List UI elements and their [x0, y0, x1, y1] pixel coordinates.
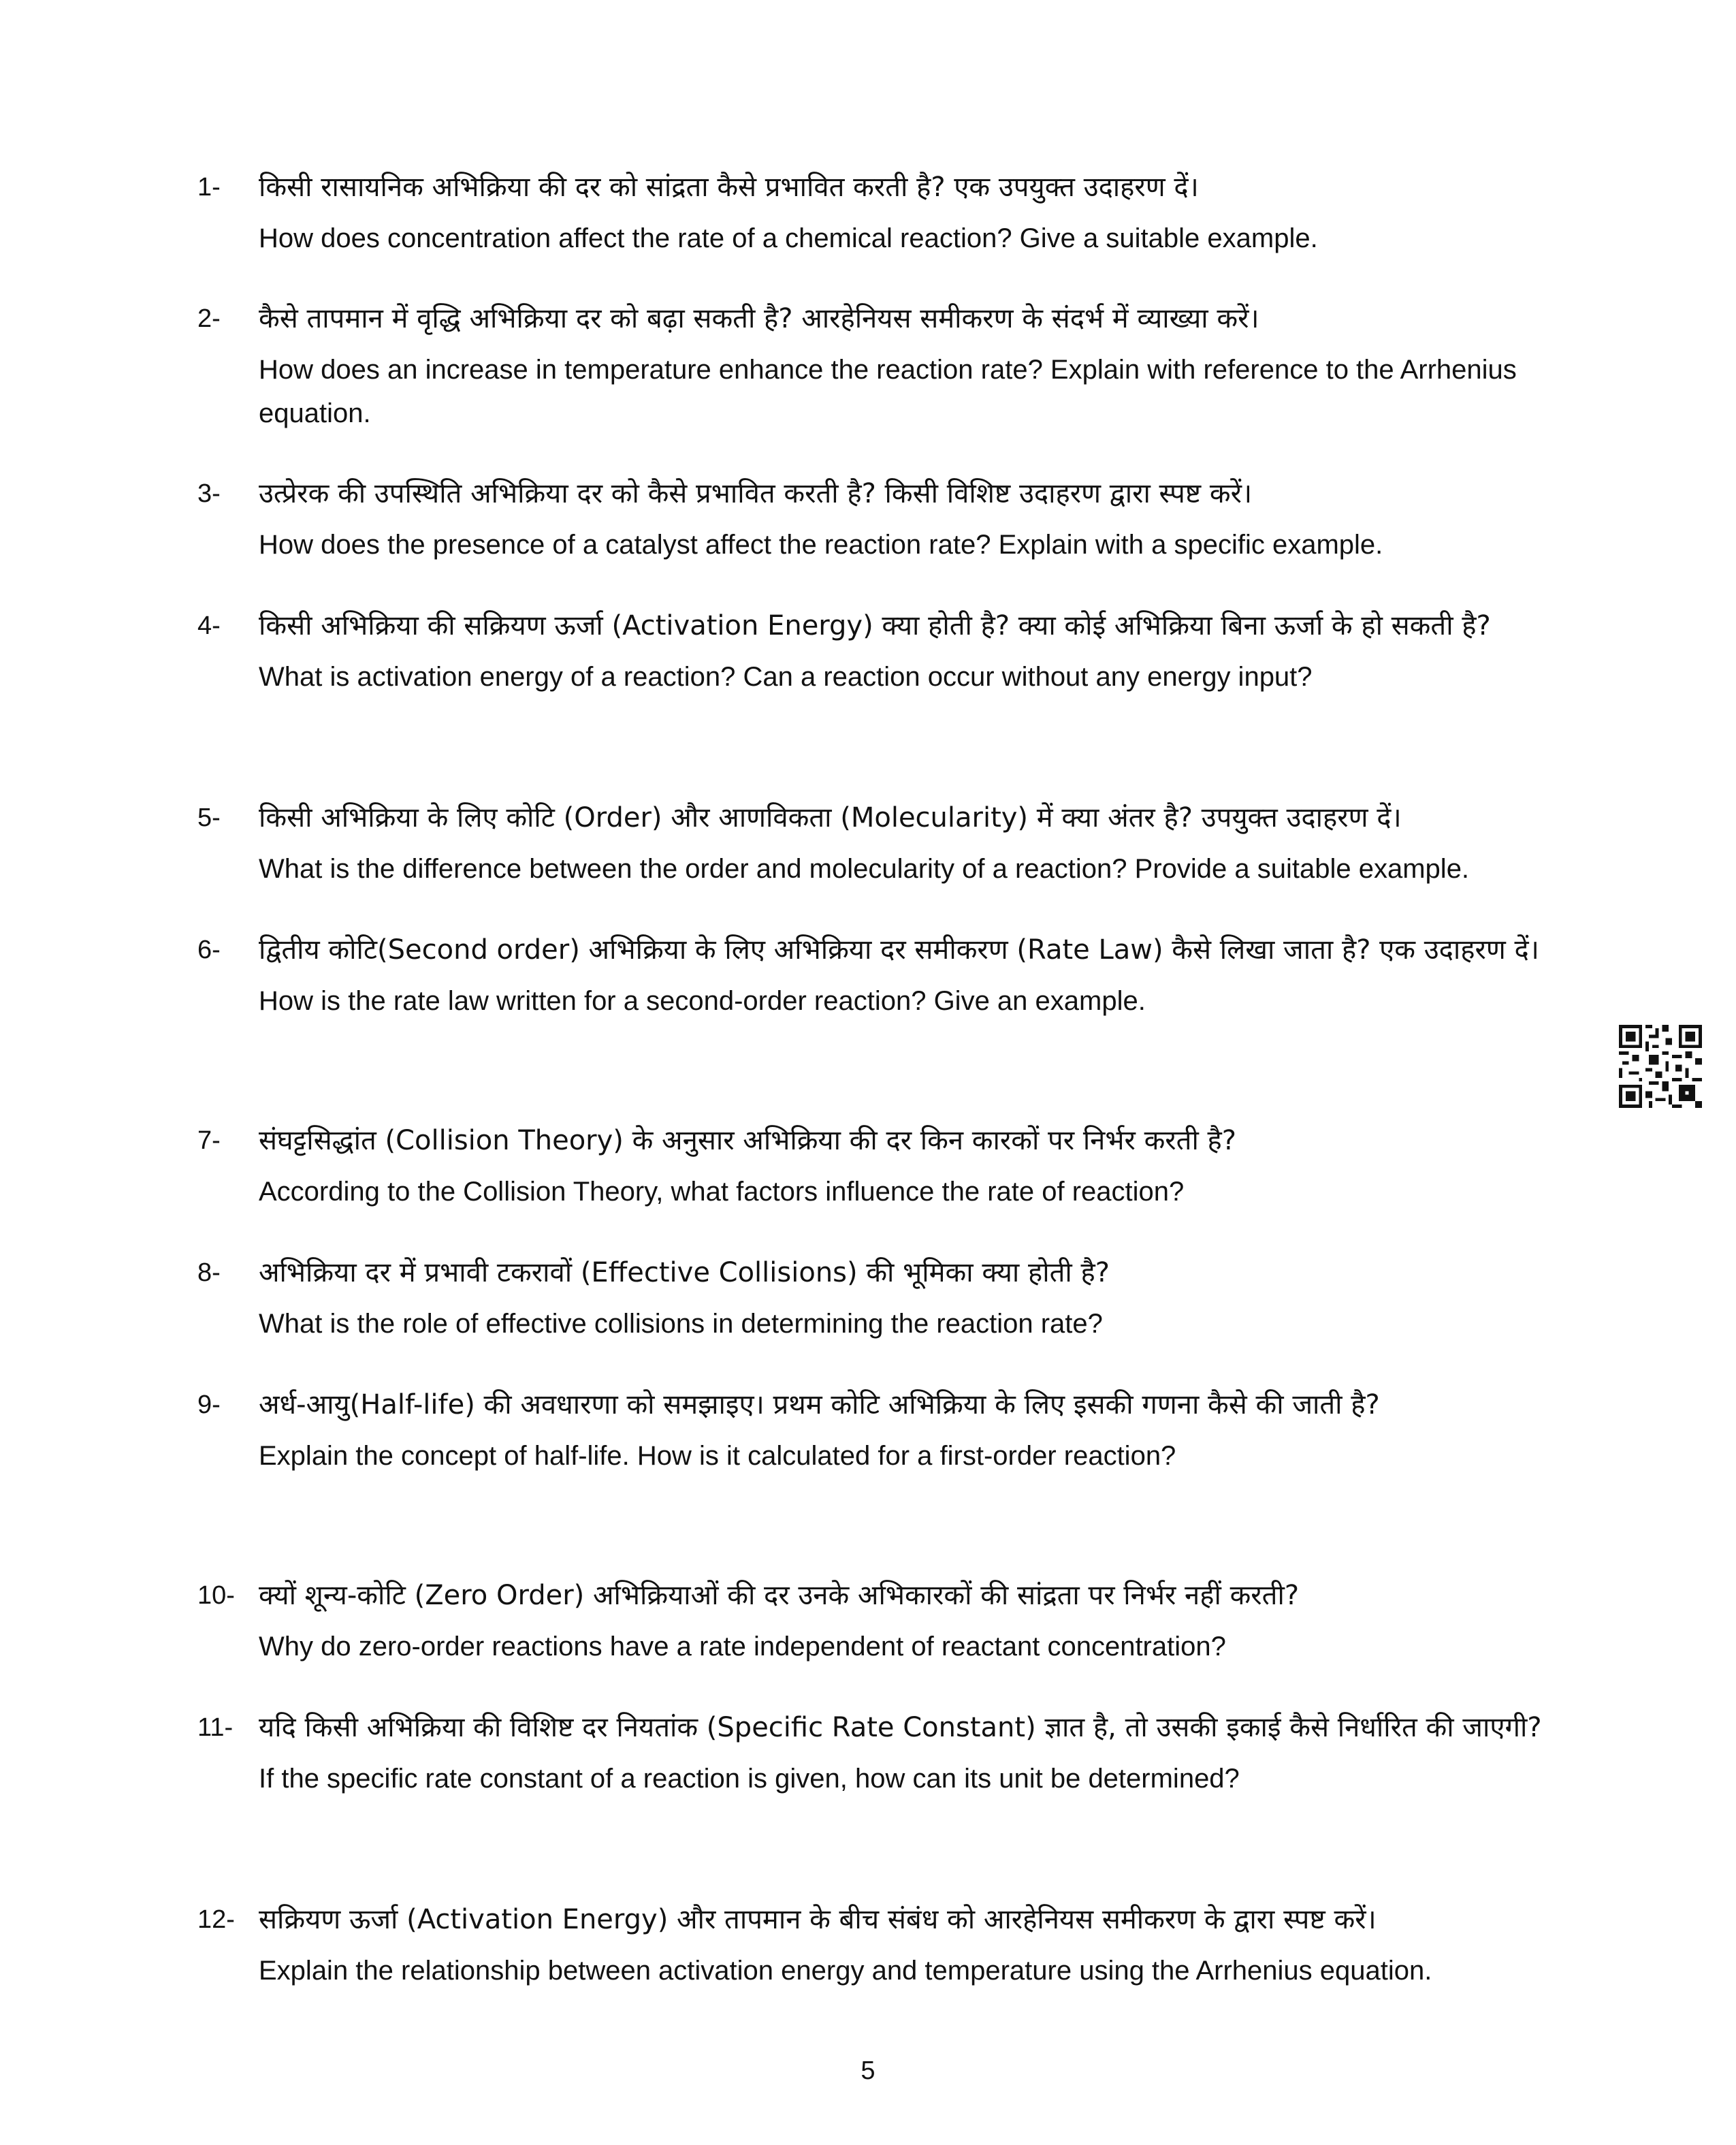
question-number: 10- — [197, 1581, 235, 1610]
question-english: Explain the relationship between activation energy and temperature using the Arrhenius equation. — [259, 1956, 1432, 1986]
question-number: 11- — [197, 1713, 234, 1742]
question-english: What is the role of effective collisions in determining the reaction rate? — [259, 1309, 1103, 1339]
question-hindi: उत्प्रेरक की उपस्थिति अभिक्रिया दर को कैसे प्रभावित करती है? किसी विशिष्ट उदाहरण द्वारा स्पष्ट करें। — [259, 478, 1253, 509]
question-9 — [197, 1376, 1566, 1478]
question-12 — [197, 1890, 1566, 1992]
question-7 — [197, 1111, 1566, 1213]
question-english: How does an increase in temperature enhance the reaction rate? Explain with reference to the Arrhenius equation. — [259, 355, 1517, 428]
question-number: 5- — [197, 804, 221, 832]
question-hindi: किसी अभिक्रिया की सक्रियण ऊर्जा (Activation Energy) क्या होती है? क्या कोई अभिक्रिया बिना ऊर्जा के हो सकती है? — [259, 610, 1491, 641]
question-2 — [197, 289, 1566, 435]
question-hindi: किसी रासायनिक अभिक्रिया की दर को सांद्रता कैसे प्रभावित करती है? एक उपयुक्त उदाहरण दें। — [259, 172, 1199, 203]
question-hindi: सक्रियण ऊर्जा (Activation Energy) और तापमान के बीच संबंध को आरहेनियस समीकरण के द्वारा स्पष्ट करें। — [259, 1904, 1377, 1935]
question-english: What is the difference between the order and molecularity of a reaction? Provide a suitable example. — [259, 854, 1470, 884]
question-number: 8- — [197, 1258, 221, 1287]
question-number: 12- — [197, 1905, 235, 1934]
question-number: 1- — [197, 173, 221, 202]
question-english: If the specific rate constant of a reaction is given, how can its unit be determined? — [259, 1764, 1240, 1794]
question-number: 7- — [197, 1126, 221, 1155]
question-number: 3- — [197, 479, 221, 508]
question-hindi: संघट्टसिद्धांत (Collision Theory) के अनुसार अभिक्रिया की दर किन कारकों पर निर्भर करती है? — [259, 1125, 1236, 1156]
question-3 — [197, 464, 1566, 567]
question-hindi: द्वितीय कोटि(Second order) अभिक्रिया के लिए अभिक्रिया दर समीकरण (Rate Law) कैसे लिखा जाता है? एक उदाहरण दें। — [259, 934, 1539, 966]
question-number: 6- — [197, 936, 221, 964]
question-hindi: क्यों शून्य-कोटि (Zero Order) अभिक्रियाओं की दर उनके अभिकारकों की सांद्रता पर निर्भर नहीं करती? — [259, 1580, 1300, 1611]
question-hindi: कैसे तापमान में वृद्धि अभिक्रिया दर को बढ़ा सकती है? आरहेनियस समीकरण के संदर्भ में व्याख्या करें। — [259, 303, 1259, 334]
question-hindi: किसी अभिक्रिया के लिए कोटि (Order) और आणविकता (Molecularity) में क्या अंतर है? उपयुक्त उदाहरण दें। — [259, 802, 1402, 833]
question-4 — [197, 597, 1566, 699]
page-number: 5 — [861, 2056, 875, 2085]
question-hindi: अभिक्रिया दर में प्रभावी टकरावों (Effective Collisions) की भूमिका क्या होती है? — [259, 1257, 1110, 1288]
question-english: Explain the concept of half-life. How is it calculated for a first-order reaction? — [259, 1441, 1176, 1471]
question-english: According to the Collision Theory, what factors influence the rate of reaction? — [259, 1177, 1185, 1207]
question-1 — [197, 158, 1566, 260]
question-8 — [197, 1243, 1566, 1346]
question-6 — [197, 921, 1566, 1023]
question-number: 4- — [197, 611, 221, 640]
question-english: How does the presence of a catalyst affect the reaction rate? Explain with a specific example. — [259, 530, 1383, 560]
question-number: 9- — [197, 1391, 221, 1419]
question-5 — [197, 789, 1566, 891]
question-11 — [197, 1698, 1566, 1800]
question-english: How is the rate law written for a second-order reaction? Give an example. — [259, 986, 1146, 1016]
question-number: 2- — [197, 304, 221, 333]
question-hindi: अर्ध-आयु(Half-life) की अवधारणा को समझाइए। प्रथम कोटि अभिक्रिया के लिए इसकी गणना कैसे की जाती है? — [259, 1389, 1380, 1420]
qr-code-icon — [1619, 1025, 1702, 1108]
question-english: What is activation energy of a reaction? Can a reaction occur without any energy input? — [259, 662, 1313, 692]
question-hindi: यदि किसी अभिक्रिया की विशिष्ट दर नियतांक (Specific Rate Constant) ज्ञात है, तो उसकी इकाई कैसे निर्धारित की जाएगी? — [259, 1712, 1542, 1743]
question-10 — [197, 1566, 1566, 1668]
question-english: How does concentration affect the rate of a chemical reaction? Give a suitable example. — [259, 223, 1318, 253]
question-english: Why do zero-order reactions have a rate independent of reactant concentration? — [259, 1632, 1226, 1662]
